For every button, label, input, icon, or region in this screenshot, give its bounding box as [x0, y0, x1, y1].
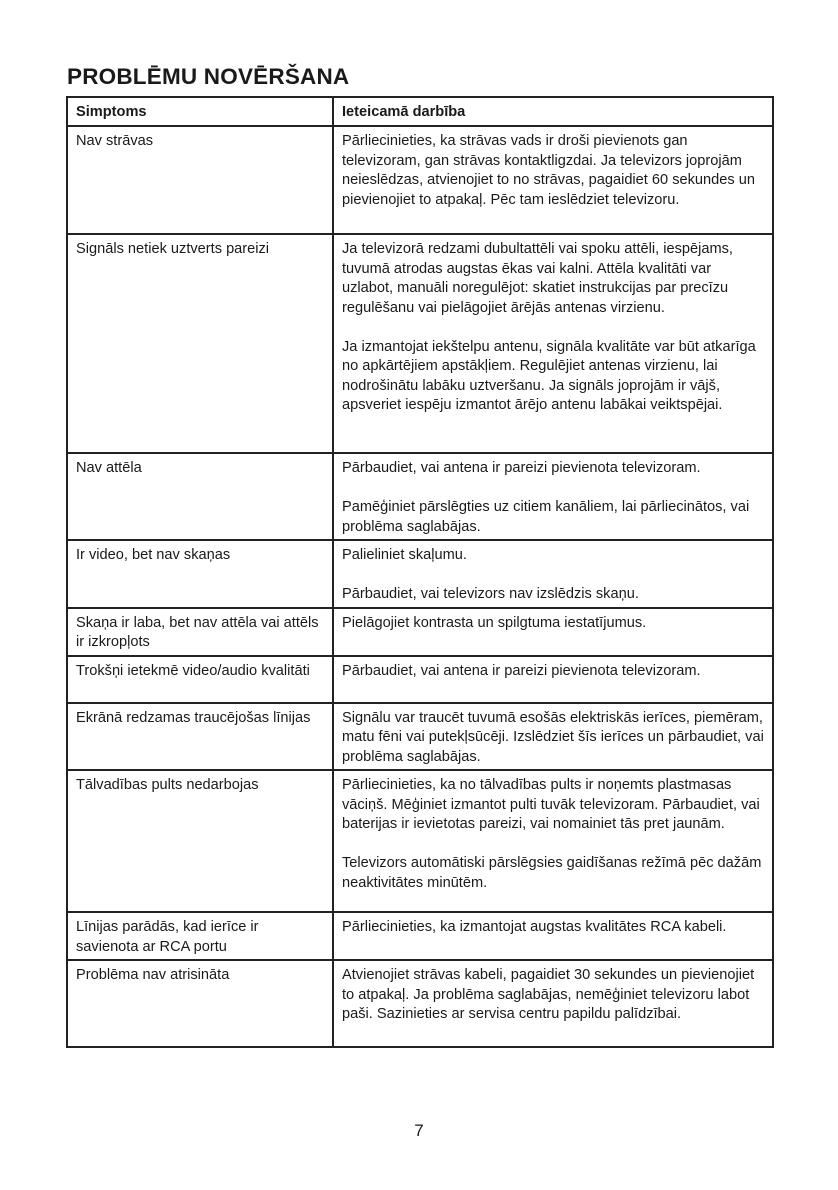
- symptom-cell: Nav strāvas: [67, 126, 333, 234]
- table-row: [67, 912, 773, 960]
- action-cell: [333, 234, 773, 453]
- symptom-cell: Nav attēla: [67, 453, 333, 540]
- table-row: [67, 770, 773, 912]
- action-paragraph: Pārliecinieties, ka no tālvadības pults ir noņemts plastmasas vāciņš. Mēģiniet izmantot pulti tuvāk televizoram. Pārbaudiet, vai baterijas ir ievietotas pareizi, vai nomainiet tās pret jaunām.: [342, 777, 760, 832]
- table-row: [67, 540, 773, 608]
- action-cell: [333, 608, 773, 656]
- action-paragraph: Pārbaudiet, vai antena ir pareizi pievienota televizoram.: [342, 662, 701, 679]
- symptom-cell: Trokšņi ietekmē video/audio kvalitāti: [67, 656, 333, 703]
- table-row: [67, 703, 773, 771]
- action-paragraph: Ja televizorā redzami dubultattēli vai spoku attēli, iespējams, tuvumā atrodas augstas ēkas vai kalni. Attēla kvalitāti var uzlabot, manuāli noregulējot: skatiet instrukcijas par precīzu regulēšanu vai pielāgojiet ārējās antenas virzienu.: [342, 241, 733, 316]
- action-cell: [333, 912, 773, 960]
- symptom-cell: Tālvadības pults nedarbojas: [67, 770, 333, 912]
- action-paragraph: Pārliecinieties, ka izmantojat augstas kvalitātes RCA kabeli.: [342, 919, 727, 935]
- action-paragraph: Pārliecinieties, ka strāvas vads ir droši pievienots gan televizoram, gan strāvas kontaktligzdai. Ja televizors joprojām neieslēdzas, atvienojiet to no strāvas, pagaidiet 60 sekundes un pievienojiet to atpakaļ. Pēc tam ieslēdziet televizoru.: [342, 133, 755, 208]
- symptom-cell: Ir video, bet nav skaņas: [67, 540, 333, 608]
- table-row: [67, 960, 773, 1047]
- table-row: [67, 126, 773, 234]
- action-paragraph: Atvienojiet strāvas kabeli, pagaidiet 30 sekundes un pievienojiet to atpakaļ. Ja problēma saglabājas, nemēģiniet televizoru labot paši. Sazinieties ar servisa centru papildu palīdzībai.: [342, 967, 755, 1022]
- action-paragraph: Pārbaudiet, vai antena ir pareizi pievienota televizoram.: [342, 460, 701, 476]
- action-paragraph: Pielāgojiet kontrasta un spilgtuma iestatījumus.: [342, 614, 647, 631]
- table-row: [67, 453, 773, 540]
- page-number: 7: [414, 1121, 424, 1140]
- action-paragraph: Ja izmantojat iekštelpu antenu, signāla kvalitāte var būt atkarīga no apkārtējiem apstākļiem. Regulējiet antenas virzienu, lai nodrošinātu labāku uztveršanu. Ja signāls joprojām ir vājš, apsveriet iespēju izmantot ārējo antenu labākai veiktspējai.: [342, 338, 756, 413]
- table-row: [67, 656, 773, 703]
- action-cell: [333, 770, 773, 912]
- header-action: Ieteicamā darbība: [333, 97, 773, 126]
- header-symptom: Simptoms: [67, 97, 333, 126]
- action-cell: [333, 703, 773, 771]
- action-paragraph: Signālu var traucēt tuvumā esošās elektriskās ierīces, piemēram, matu fēni vai putekļsūcēji. Izslēdziet šīs ierīces un pārbaudiet, vai problēma saglabājas.: [342, 709, 764, 765]
- table-header-row: [67, 97, 773, 126]
- table-row: [67, 608, 773, 656]
- symptom-cell: Signāls netiek uztverts pareizi: [67, 234, 333, 453]
- action-cell: [333, 540, 773, 608]
- table-row: [67, 234, 773, 453]
- action-cell: [333, 960, 773, 1047]
- action-cell: [333, 453, 773, 540]
- troubleshooting-table: [66, 96, 774, 1048]
- action-paragraph: Pamēģiniet pārslēgties uz citiem kanāliem, lai pārliecinātos, vai problēma saglabājas.: [342, 499, 750, 535]
- symptom-cell: Līnijas parādās, kad ierīce ir savienota ar RCA portu: [67, 912, 333, 960]
- action-paragraph: Pārbaudiet, vai televizors nav izslēdzis skaņu.: [342, 586, 639, 602]
- action-cell: [333, 126, 773, 234]
- action-paragraph: Palieliniet skaļumu.: [342, 547, 467, 563]
- symptom-cell: Problēma nav atrisināta: [67, 960, 333, 1047]
- page-title: PROBLĒMU NOVĒRŠANA: [67, 64, 350, 89]
- action-paragraph: Televizors automātiski pārslēgsies gaidīšanas režīmā pēc dažām neaktivitātes minūtēm.: [342, 855, 762, 891]
- symptom-cell: Ekrānā redzamas traucējošas līnijas: [67, 703, 333, 771]
- symptom-cell: Skaņa ir laba, bet nav attēla vai attēls ir izkropļots: [67, 608, 333, 656]
- action-cell: [333, 656, 773, 703]
